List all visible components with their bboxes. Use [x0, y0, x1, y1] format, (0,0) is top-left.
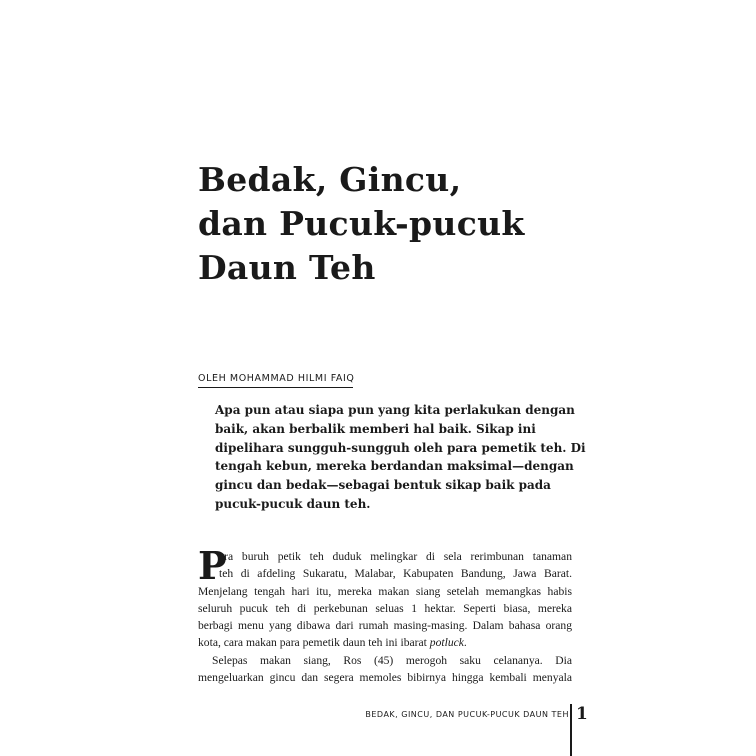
title-line: Daun Teh	[198, 248, 376, 287]
body-line: ara buruh petik teh duduk melingkar di sela rerimbunan tanaman	[219, 550, 572, 563]
lead-line: pucuk-pucuk daun teh.	[215, 496, 371, 511]
body-line: Menjelang tengah hari itu, mereka makan siang setelah memangkas habis	[198, 584, 572, 598]
italic-term: potluck	[429, 636, 464, 650]
running-title: BEDAK, GINCU, DAN PUCUK-PUCUK DAUN TEH	[365, 710, 569, 719]
footer-divider	[570, 704, 572, 756]
article-title	[198, 158, 598, 290]
byline: OLEH MOHAMMAD HILMI FAIQ	[198, 373, 355, 384]
body-line: berbagi menu yang dibawa dari rumah masing-masing. Dalam bahasa orang	[198, 619, 572, 633]
title-line: dan Pucuk-pucuk	[198, 204, 525, 243]
body-line-with-italic	[198, 634, 572, 651]
lead-paragraph	[215, 401, 586, 514]
lead-line: dipelihara sungguh-sungguh oleh para pemetik teh. Di	[215, 440, 586, 455]
body-line-text: kota, cara makan para pemetik daun teh ini ibarat	[198, 636, 430, 650]
body-line: teh di afdeling Sukaratu, Malabar, Kabupaten Bandung, Jawa Barat.	[219, 567, 572, 581]
title-line: Bedak, Gincu,	[198, 160, 462, 199]
drop-cap: P	[198, 543, 227, 588]
lead-line: baik, akan berbalik memberi hal baik. Sikap ini	[215, 421, 536, 436]
lead-line: tengah kebun, mereka berdandan maksimal—dengan	[215, 459, 574, 474]
body-line: mengeluarkan gincu dan segera memoles bibirnya hingga kembali menyala	[198, 671, 572, 685]
lead-line: gincu dan bedak—sebagai bentuk sikap baik pada	[215, 478, 551, 493]
body-line: Selepas makan siang, Ros (45) merogoh saku celananya. Dia	[212, 653, 572, 667]
byline-underline	[198, 387, 353, 388]
page-number: 1	[576, 704, 588, 724]
lead-line: Apa pun atau siapa pun yang kita perlakukan dengan	[215, 403, 575, 417]
body-text	[198, 543, 572, 686]
body-line: seluruh pucuk teh di perkebunan seluas 1 hektar. Seperti biasa, mereka	[198, 601, 572, 615]
punctuation: .	[463, 636, 467, 650]
